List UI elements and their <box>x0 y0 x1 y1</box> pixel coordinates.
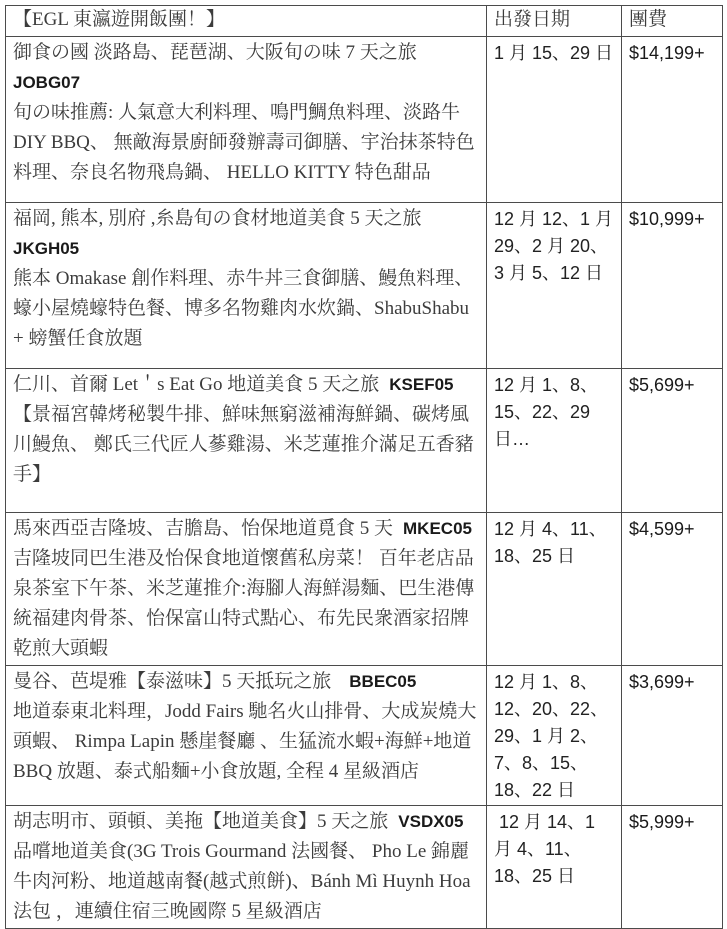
tour-departure-dates: 12 月 14、1 月 4、11、18、25 日 <box>487 806 622 929</box>
tour-description: 熊本 Omakase 創作料理、赤牛丼三食御膳、鰻魚料理、蠔小屋燒蠔特色餐、博多名物雞肉水炊鍋、ShabuShabu + 螃蟹任食放題 <box>13 268 474 349</box>
table-row <box>6 666 723 806</box>
tour-title-line <box>13 667 483 697</box>
tour-price: $5,699+ <box>622 369 723 513</box>
tour-title-line <box>13 514 483 544</box>
tour-description: 品嚐地道美食(3G Trois Gourmand 法國餐、 Pho Le 錦麗牛肉河粉、地道越南餐(越式煎餅)、Bánh Mì Huynh Hoa 法包 ，連續住宿三晚國際 5 星級酒店 <box>13 841 476 922</box>
tour-code: JOBG07 <box>13 73 81 92</box>
tour-title-line <box>13 38 483 98</box>
tour-departure-dates: 12 月 1、8、12、20、22、29、1 月 2、7、8、15、18、22 日 <box>487 666 622 806</box>
tour-title: 曼谷、芭堤雅【泰滋味】5 天抵玩之旅 <box>13 671 332 692</box>
tour-title: 福岡, 熊本, 別府 ,糸島旬の食材地道美食 5 天之旅 <box>13 208 422 229</box>
tour-cell <box>6 513 487 666</box>
col-header-tour-fee: 團費 <box>622 6 723 37</box>
tour-description: 地道泰東北料理，Jodd Fairs 馳名火山排骨、大成炭燒大頭蝦、 Rimpa Lapin 懸崖餐廳 、生猛流水蝦+海鮮+地道 BBQ 放題、泰式船麵+小食放題, 全程 4 星級酒店 <box>13 701 477 782</box>
table-row <box>6 369 723 513</box>
tour-title: 仁川、首爾 Let＇s Eat Go 地道美食 5 天之旅 <box>13 374 380 395</box>
tour-code: BBEC05 <box>349 672 417 691</box>
tour-table <box>5 5 723 929</box>
tour-departure-dates: 12 月 1、8、15、22、29 日… <box>487 369 622 513</box>
tour-description: 【景福宮韓烤秘製牛排、鮮味無窮滋補海鮮鍋、碳烤風川鰻魚、 鄭氏三代匠人蔘雞湯、米芝蓮推介滿足五香豬手】 <box>13 404 474 485</box>
table-title: 【EGL 東瀛遊開飯團！】 <box>6 6 487 37</box>
tour-departure-dates: 12 月 12、1 月 29、2 月 20、3 月 5、12 日 <box>487 203 622 369</box>
tour-cell <box>6 37 487 203</box>
tour-price: $14,199+ <box>622 37 723 203</box>
tour-departure-dates: 1 月 15、29 日 <box>487 37 622 203</box>
tour-title-line <box>13 204 483 264</box>
table-row <box>6 806 723 929</box>
tour-cell <box>6 203 487 369</box>
col-header-departure-date: 出發日期 <box>487 6 622 37</box>
tour-title-line <box>13 807 483 837</box>
tour-title: 御食の國 淡路島、琵琶湖、大阪旬の味 7 天之旅 <box>13 42 417 63</box>
tour-code: MKEC05 <box>403 519 472 538</box>
table-row <box>6 37 723 203</box>
tour-price: $4,599+ <box>622 513 723 666</box>
tour-price: $3,699+ <box>622 666 723 806</box>
tour-cell <box>6 369 487 513</box>
header-row <box>6 6 723 37</box>
table-row <box>6 203 723 369</box>
tour-title-line <box>13 370 483 400</box>
tour-description: 吉隆坡同巴生港及怡保食地道懷舊私房菜！ 百年老店品泉茶室下午茶、米芝蓮推介:海腳人海鮮湯麵、巴生港傳統福建肉骨茶、怡保富山特式點心、布先民衆酒家招牌乾煎大頭蝦 <box>13 548 475 659</box>
tour-price: $10,999+ <box>622 203 723 369</box>
tour-cell <box>6 666 487 806</box>
tour-code: JKGH05 <box>13 239 80 258</box>
tour-departure-dates: 12 月 4、11、18、25 日 <box>487 513 622 666</box>
tour-description: 旬の味推薦: 人氣意大利料理、鳴門鯛魚料理、淡路牛 DIY BBQ、 無敵海景廚師發辦壽司御膳、宇治抹茶特色料理、奈良名物飛鳥鍋、 HELLO KITTY 特色甜品 <box>13 102 475 183</box>
tour-code: VSDX05 <box>398 812 464 831</box>
tour-code: KSEF05 <box>389 375 454 394</box>
table-row <box>6 513 723 666</box>
tour-title: 胡志明市、頭頓、美拖【地道美食】5 天之旅 <box>13 811 389 832</box>
tour-cell <box>6 806 487 929</box>
tour-price: $5,999+ <box>622 806 723 929</box>
tour-title: 馬來西亞吉隆坡、吉膽島、怡保地道覓食 5 天 <box>13 518 394 539</box>
